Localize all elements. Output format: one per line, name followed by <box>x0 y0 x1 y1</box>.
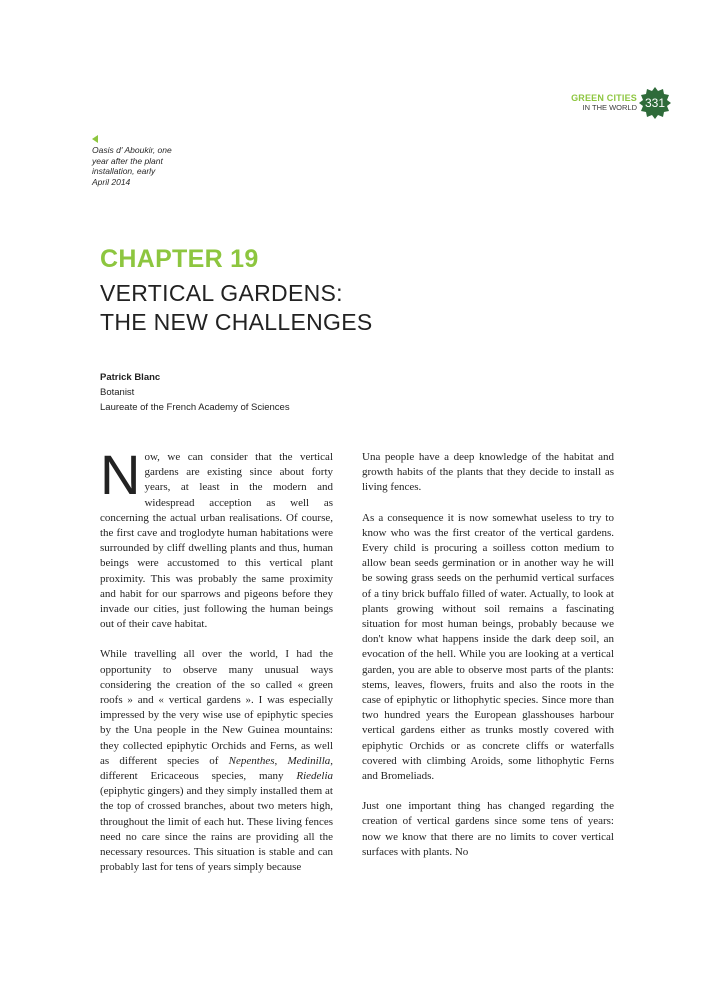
page-number-badge <box>638 86 672 120</box>
paragraph <box>100 443 333 632</box>
series-title-line2: IN THE WORLD <box>582 103 637 112</box>
body-column-right <box>362 450 614 875</box>
caption-text: Oasis d' Aboukir, one year after the plant installation, early April 2014 <box>92 145 172 187</box>
paragraph-text: (epiphytic gingers) and they simply installed them at the top of crossed branches, about two meters high, throughout the limit of each hut. These living fences need no care since the rains are providing all the necessary resources. This situation is stable and can probably last for tens of years simply because <box>100 785 333 874</box>
paragraph <box>100 647 333 875</box>
species-name: Riedelia <box>296 770 333 783</box>
paragraph-text: While travelling all over the world, I had the opportunity to observe many unusual ways considering the creation of the so called « green roofs » and « vertical gardens ». I was especially impressed by the very wise use of epiphytic species by the Una people in the New Guinea mountains: they collected epiphytic Orchids and Ferns, as well as different species of <box>100 648 333 767</box>
paragraph-text: ow, we can consider that the vertical gardens are existing since about forty years, at least in the modern and widespread acception as well as concerning the actual urban realisations. Of course, the first cave and troglodyte human habitations were surrounded by cliff dwelling plants and thus, human beings were accustomed to this vertical plant proximity. This was probably the same proximity and habit for our sparrows and pigeons before they invade our cities, just following the human beings out of their cave habitat. <box>100 451 333 631</box>
author-block <box>100 370 290 415</box>
author-affiliation: Laureate of the French Academy of Sciences <box>100 402 290 413</box>
page-number: 331 <box>644 96 666 110</box>
paragraph: Una people have a deep knowledge of the habitat and growth habits of the plants that they decide to install as living fences. <box>362 451 614 494</box>
chapter-title-line1: VERTICAL GARDENS: <box>100 280 343 306</box>
paragraph: Just one important thing has changed regarding the creation of vertical gardens since some tens of years: now we know that there are no limits to cover vertical surfaces with plants. No <box>362 800 614 858</box>
paragraph: As a consequence it is now somewhat useless to try to know who was the first creator of the vertical gardens. Every child is procuring a soilless cotton medium to allow bean seeds germination or in another way he will be sowing grass seeds on the perhumid vertical surfaces of a tiny brick buffalo filled of water. Actually, to look at plants growing without soil remains a fascinating situation for most human beings, probably because we don't know what happens inside the dark deep soil, an evocation of the hell. While you are looking at a vertical garden, you are able to observe most parts of the plants: stems, leaves, flowers, fruits and also the roots in the case of epiphytic or lithophytic species. Since more than two hundred years the European glasshouses harbour vertical gardens either as trunks mostly covered with epiphytic Orchids or as concrete cliffs or waterfalls covered with climbing Aroids, some lithophytic Ferns and Bromeliads. <box>362 511 614 783</box>
paragraph-text: , <box>274 754 288 767</box>
author-name: Patrick Blanc <box>100 372 161 383</box>
species-name: Medinilla <box>287 754 331 767</box>
chapter-title-line2: THE NEW CHALLENGES <box>100 309 373 335</box>
paragraph-text: , different Ericaceous species, many <box>100 754 334 783</box>
body-column-left <box>100 443 334 890</box>
photo-caption <box>92 135 182 187</box>
chapter-number: CHAPTER 19 <box>100 245 259 273</box>
species-name: Nepenthes <box>228 754 275 767</box>
arrow-left-icon <box>92 135 98 143</box>
drop-cap: N <box>100 443 141 506</box>
running-head <box>571 94 637 112</box>
author-role: Botanist <box>100 387 135 398</box>
series-title-line1: GREEN CITIES <box>571 93 637 103</box>
